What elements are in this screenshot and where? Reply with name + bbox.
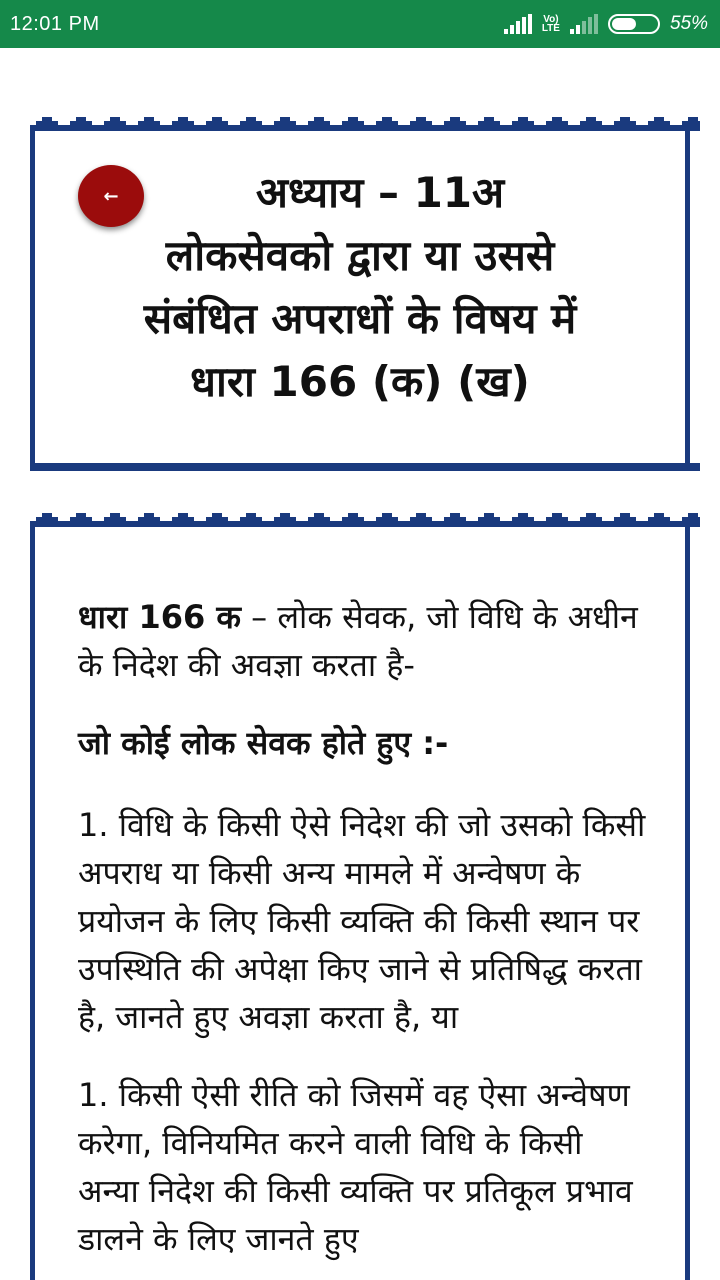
signal-icon [504, 14, 532, 34]
chapter-title-line-4: धारा 166 (क) (ख) [190, 357, 530, 406]
battery-percent: 55% [669, 13, 708, 34]
network-label: LTE [541, 23, 560, 34]
chapter-title-line-2: लोकसेवको द्वारा या उससे [165, 231, 555, 280]
battery-icon [608, 14, 660, 34]
section-text: – लोक सेवक, जो विधि के अधीन के निदेश की अवज्ञा करता है- [78, 598, 638, 684]
status-bar [0, 0, 720, 48]
section-subheading: जो कोई लोक सेवक होते हुए :- [78, 724, 449, 762]
status-icons [504, 13, 708, 35]
decorative-border-top [30, 115, 700, 131]
chapter-header-card [30, 128, 690, 463]
chapter-title-line-1: अध्याय – 11अ [255, 168, 505, 217]
chapter-title-line-3: संबंधित अपराधों के विषय में [143, 294, 577, 343]
status-time: 12:01 PM [10, 12, 100, 35]
arrow-left-icon: ← [103, 185, 119, 207]
chapter-title [35, 161, 685, 413]
clause-paragraph-2: 1. किसी ऐसी रीति को जिसमें वह ऐसा अन्वेषण करेगा, विनियमित करने वाली विधि के किसी अन्या निदेश की किसी व्यक्ति पर प्रतिकूल प्रभाव डालने के लिए जानते हुए [78, 1076, 633, 1258]
clause-paragraph-1: 1. विधि के किसी ऐसे निदेश की जो उसको किसी अपराध या किसी अन्य मामले में अन्वेषण के प्रयोजन के लिए किसी व्यक्ति की किसी स्थान पर उपस्थिति की अपेक्षा किए जाने से प्रतिषिद्ध करता है, जानते हुए अवज्ञा करता है, या [78, 806, 646, 1036]
decorative-border-bottom [30, 463, 700, 471]
battery-fill [612, 18, 636, 30]
decorative-border-top [30, 511, 700, 527]
volte-lte-icon: Vo) LTE [541, 14, 560, 34]
signal-2-icon [570, 14, 598, 34]
section-content-card [30, 524, 690, 1280]
section-content [78, 593, 648, 1280]
section-heading: धारा 166 क [78, 598, 241, 636]
section-intro [78, 593, 648, 689]
